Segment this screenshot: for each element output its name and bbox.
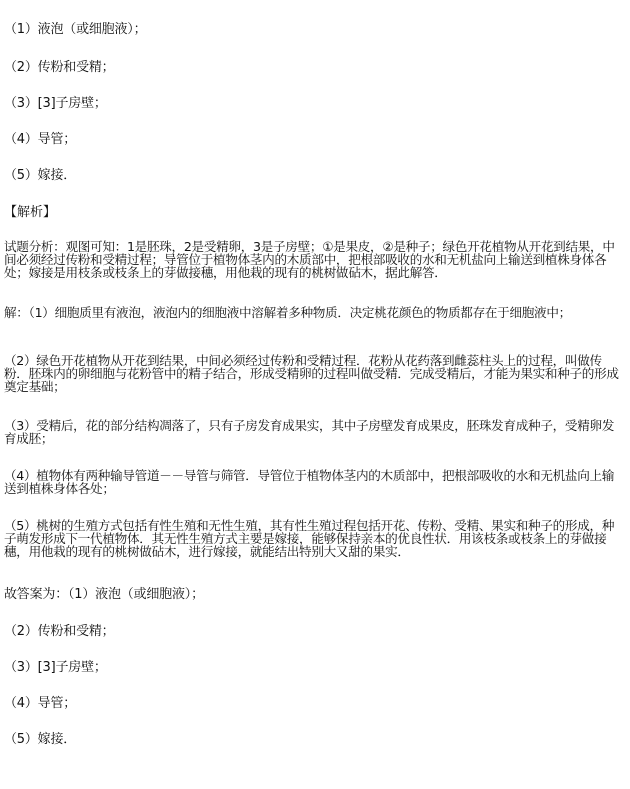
final-answer-line-1: 故答案为：（1）液泡（或细胞液）； [4,587,204,602]
answer-line-3: （3）[3]子房壁； [4,96,107,111]
analysis-paragraph-2: （2）绿色开花植物从开花到结果，中间必须经过传粉和受精过程．花粉从花药落到雌蕊柱头上的过程，叫做传粉．胚珠内的卵细胞与花粉管中的精子结合，形成受精卵的过程叫做受精．完成受精后，才能为果实和种子的形成奠定基础； [4,353,619,394]
analysis-intro-paragraph: 试题分析：观图可知：1是胚珠，2是受精卵，3是子房壁；①是果皮，②是种子；绿色开花植物从开花到结果，中间必须经过传粉和受精过程；导管位于植物体茎内的木质部中，把根部吸收的水和无机盐向上输送到植株身体各处；嫁接是用枝条或枝条上的芽做接穗，用他栽的现有的桃树做砧木，据此解答． [4,239,615,280]
answer-line-2: （2）传粉和受精； [4,60,115,75]
final-answer-line-3: （3）[3]子房壁； [4,660,107,675]
analysis-paragraph-4: （4）植物体有两种输导管道－－导管与筛管．导管位于植物体茎内的木质部中，把根部吸收的水和无机盐向上输送到植株身体各处； [4,468,615,496]
answer-line-5: （5）嫁接． [4,168,77,183]
analysis-paragraph-5: （5）桃树的生殖方式包括有性生殖和无性生殖，其有性生殖过程包括开花、传粉、受精、果实和种子的形成，种子萌发形成下一代植物体．其无性生殖方式主要是嫁接，能够保持亲本的优良性状．用该枝条或枝条上的芽做接穗，用他栽的现有的桃树做砧木，进行嫁接，就能结出特别大又甜的果实． [4,518,615,559]
final-answer-line-4: （4）导管； [4,696,77,711]
analysis-paragraph-1: 解：（1）细胞质里有液泡，液泡内的细胞液中溶解着多种物质．决定桃花颜色的物质都存在于细胞液中； [4,305,571,320]
final-answer-line-5: （5）嫁接． [4,732,77,747]
answer-line-1: （1）液泡（或细胞液）； [4,22,147,37]
final-answer-line-2: （2）传粉和受精； [4,624,115,639]
answer-line-4: （4）导管； [4,132,77,147]
analysis-heading: 【解析】 [4,205,57,220]
analysis-paragraph-3: （3）受精后，花的部分结构凋落了，只有子房发育成果实，其中子房壁发育成果皮，胚珠发育成种子，受精卵发育成胚； [4,418,615,446]
